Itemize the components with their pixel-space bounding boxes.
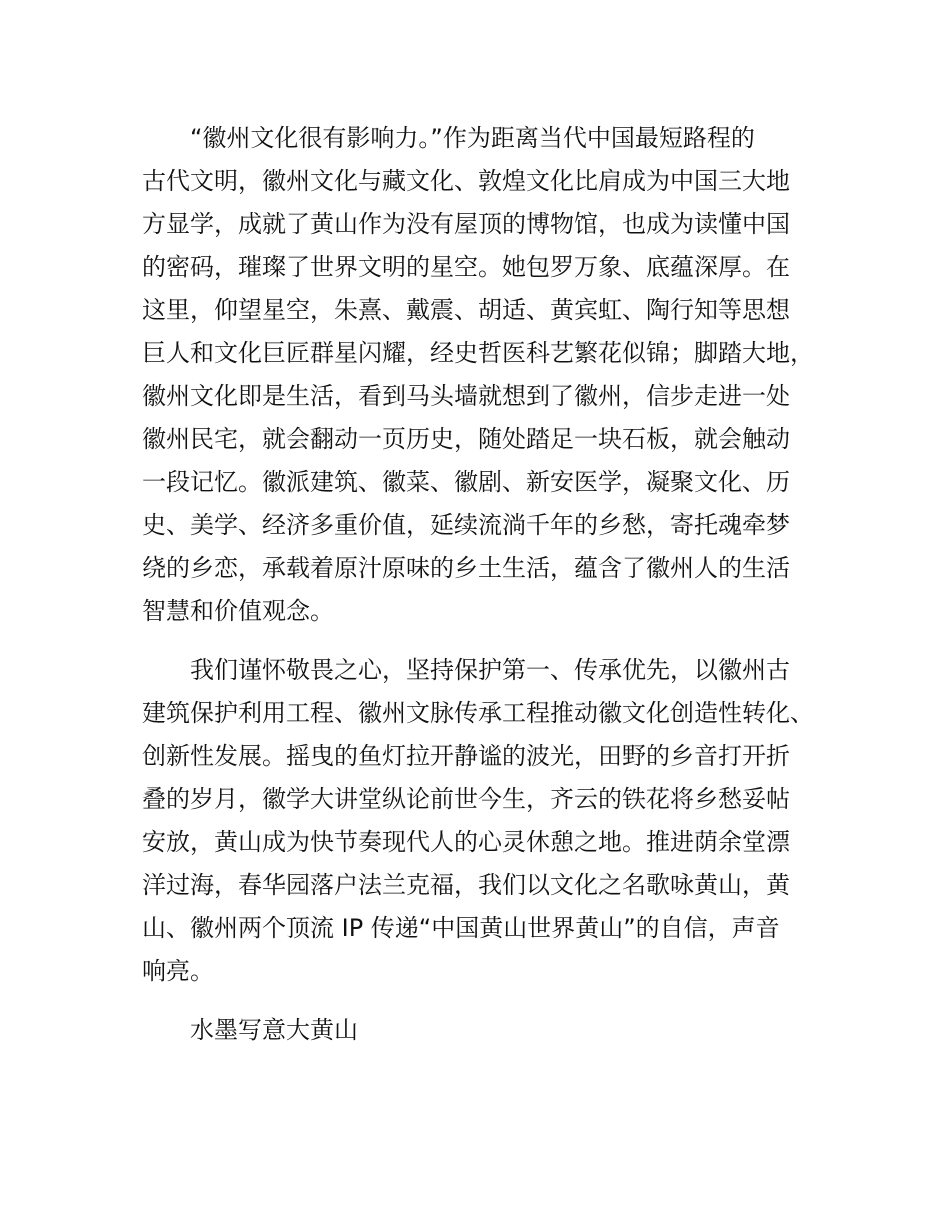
- section-heading: 水墨写意大黄山: [190, 1016, 358, 1044]
- text-line: 安放，黄山成为快节奏现代人的心灵休憩之地。推进荫余堂漂: [142, 828, 790, 856]
- text-line: 古代文明，徽州文化与藏文化、敦煌文化比肩成为中国三大地: [142, 167, 790, 195]
- paragraph-gap: [142, 993, 812, 1009]
- text-line: 徽州文化即是生活，看到马头墙就想到了徽州，信步走进一处: [142, 382, 790, 410]
- text-line: 徽州民宅，就会翻动一页历史，随处踏足一块石板，就会触动: [142, 425, 790, 453]
- text-line: 山、徽州两个顶流 IP 传递“中国黄山世界黄山”的自信，声音: [142, 914, 780, 942]
- text-line: 史、美学、经济多重价值，延续流淌千年的乡愁，寄托魂牵梦: [142, 511, 790, 539]
- paragraph-gap: [142, 633, 812, 649]
- text-line: 创新性发展。摇曳的鱼灯拉开静谧的波光，田野的乡音打开折: [142, 742, 790, 770]
- text-line: 智慧和价值观念。: [142, 597, 334, 625]
- text-line: 响亮。: [142, 957, 214, 985]
- text-line: 建筑保护利用工程、徽州文脉传承工程推动徽文化创造性转化、: [142, 699, 814, 727]
- text-line: 一段记忆。徽派建筑、徽菜、徽剧、新安医学，凝聚文化、历: [142, 468, 790, 496]
- text-line: 方显学，成就了黄山作为没有屋顶的博物馆，也成为读懂中国: [142, 210, 790, 238]
- text-line: 巨人和文化巨匠群星闪耀，经史哲医科艺繁花似锦；脚踏大地，: [142, 339, 814, 367]
- text-line: 叠的岁月，徽学大讲堂纵论前世今生，齐云的铁花将乡愁妥帖: [142, 785, 790, 813]
- text-line: 洋过海，春华园落户法兰克福，我们以文化之名歌咏黄山，黄: [142, 871, 790, 899]
- text-line: 的密码，璀璨了世界文明的星空。她包罗万象、底蕴深厚。在: [142, 253, 790, 281]
- text-line: 这里，仰望星空，朱熹、戴震、胡适、黄宾虹、陶行知等思想: [142, 296, 790, 324]
- paragraph-huizhou-culture: [142, 117, 812, 633]
- text-line: 绕的乡恋，承载着原汁原味的乡土生活，蕴含了徽州人的生活: [142, 554, 790, 582]
- document-body: [142, 117, 812, 1052]
- text-line: 我们谨怀敬畏之心，坚持保护第一、传承优先，以徽州古: [190, 656, 790, 684]
- text-line: “徽州文化很有影响力。”作为距离当代中国最短路程的: [190, 124, 755, 152]
- paragraph-heritage-protection: [142, 649, 812, 993]
- section-heading-paragraph: [142, 1009, 812, 1052]
